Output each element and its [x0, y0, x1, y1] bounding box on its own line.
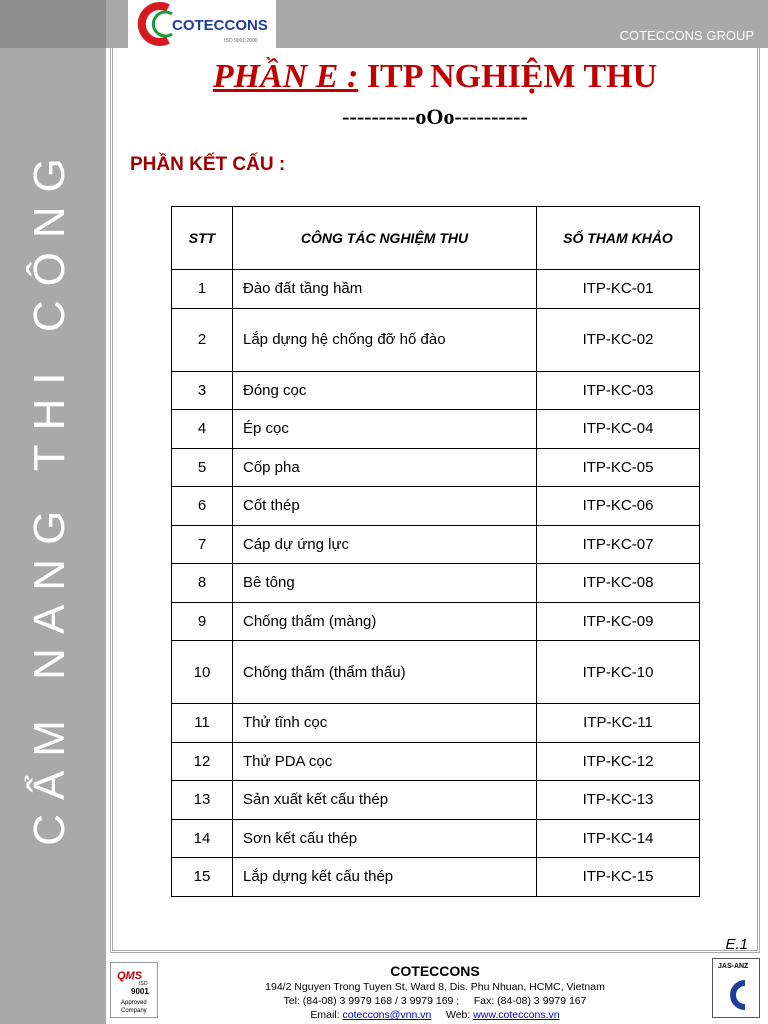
cell-ref: ITP-KC-11: [537, 704, 700, 743]
title-part: PHẦN E :: [212, 58, 359, 95]
company-logo: [128, 0, 276, 48]
header-task: CÔNG TÁC NGHIỆM THU: [233, 207, 537, 270]
table-row: [172, 564, 700, 603]
footer-company: COTECCONS: [390, 963, 480, 979]
logo-iso-text: ISO 9001:2000: [224, 38, 258, 44]
table-row: [172, 308, 700, 371]
cell-task: Thử tĩnh cọc: [233, 704, 537, 743]
cell-ref: ITP-KC-10: [537, 641, 700, 704]
title-main: ITP NGHIỆM THU: [366, 58, 658, 95]
cell-stt: 6: [172, 487, 233, 526]
email-label: Email:: [310, 1009, 340, 1021]
cell-ref: ITP-KC-02: [537, 308, 700, 371]
cell-task: Chống thấm (màng): [233, 602, 537, 641]
cell-task: Ép cọc: [233, 410, 537, 449]
table-row: [172, 602, 700, 641]
cell-ref: ITP-KC-13: [537, 781, 700, 820]
cell-ref: ITP-KC-14: [537, 819, 700, 858]
sidebar-top-block: [0, 0, 106, 48]
cell-ref: ITP-KC-03: [537, 371, 700, 410]
cell-ref: ITP-KC-07: [537, 525, 700, 564]
cell-task: Cốt thép: [233, 487, 537, 526]
table-body: [172, 270, 700, 897]
cell-stt: 7: [172, 525, 233, 564]
table-row: [172, 410, 700, 449]
svg-text:Approved: Approved: [121, 1000, 147, 1006]
side-title-text: CẨM NANG THI CÔNG: [25, 144, 74, 846]
cell-task: Lắp dựng hệ chống đỡ hố đào: [233, 308, 537, 371]
cell-task: Đào đất tầng hầm: [233, 270, 537, 309]
cell-ref: ITP-KC-09: [537, 602, 700, 641]
cell-stt: 5: [172, 448, 233, 487]
table-row: [172, 641, 700, 704]
cell-task: Bê tông: [233, 564, 537, 603]
cell-stt: 3: [172, 371, 233, 410]
cell-ref: ITP-KC-05: [537, 448, 700, 487]
cell-task: Lắp dựng kết cấu thép: [233, 858, 537, 897]
side-vertical-title: [20, 144, 80, 846]
jas-anz-badge: [712, 958, 760, 1018]
svg-text:9001: 9001: [131, 987, 149, 996]
svg-text:ISO: ISO: [139, 981, 148, 987]
svg-text:Company: Company: [121, 1008, 147, 1014]
cell-stt: 1: [172, 270, 233, 309]
email-link[interactable]: coteccons@vnn.vn: [342, 1009, 432, 1021]
cell-stt: 8: [172, 564, 233, 603]
cell-stt: 4: [172, 410, 233, 449]
table-row: [172, 448, 700, 487]
cell-task: Cốp pha: [233, 448, 537, 487]
footer-tel: Tel: (84-08) 3 9979 168 / 3 9979 169 ;: [283, 995, 460, 1007]
table-row: [172, 371, 700, 410]
cell-task: Sơn kết cấu thép: [233, 819, 537, 858]
table-row: [172, 525, 700, 564]
svg-text:QMS: QMS: [117, 970, 143, 982]
page-title: [110, 58, 760, 96]
cell-task: Thử PDA cọc: [233, 742, 537, 781]
table-row: [172, 781, 700, 820]
cell-stt: 11: [172, 704, 233, 743]
page-number: E.1: [725, 936, 748, 953]
logo-text: COTECCONS: [172, 17, 268, 34]
table-row: [172, 270, 700, 309]
table-header-row: [172, 207, 700, 270]
svg-text:JAS-ANZ: JAS-ANZ: [718, 963, 749, 970]
cell-task: Chống thấm (thẩm thấu): [233, 641, 537, 704]
cell-stt: 9: [172, 602, 233, 641]
cell-ref: ITP-KC-01: [537, 270, 700, 309]
table-row: [172, 819, 700, 858]
itp-table: [171, 206, 700, 897]
cell-stt: 13: [172, 781, 233, 820]
cell-stt: 14: [172, 819, 233, 858]
table-row: [172, 858, 700, 897]
cell-ref: ITP-KC-06: [537, 487, 700, 526]
cell-task: Đóng cọc: [233, 371, 537, 410]
title-ornament: ----------oOo----------: [342, 104, 528, 129]
table-row: [172, 487, 700, 526]
footer-contact: [110, 1008, 760, 1022]
header-stt: STT: [172, 207, 233, 270]
cell-ref: ITP-KC-15: [537, 858, 700, 897]
footer-fax: Fax: (84-08) 3 9979 167: [473, 995, 587, 1007]
section-heading: PHẦN KẾT CẤU :: [130, 154, 286, 175]
table-row: [172, 742, 700, 781]
cell-stt: 15: [172, 858, 233, 897]
cell-task: Cáp dự ứng lực: [233, 525, 537, 564]
header-ref: SỐ THAM KHẢO: [537, 207, 700, 270]
cell-stt: 12: [172, 742, 233, 781]
web-label: Web:: [445, 1009, 471, 1021]
cell-stt: 10: [172, 641, 233, 704]
group-label: COTECCONS GROUP: [619, 28, 754, 43]
cell-ref: ITP-KC-08: [537, 564, 700, 603]
footer: [110, 962, 760, 1022]
cell-ref: ITP-KC-04: [537, 410, 700, 449]
cell-task: Sản xuất kết cấu thép: [233, 781, 537, 820]
table-row: [172, 704, 700, 743]
footer-address: 194/2 Nguyen Trong Tuyen St, Ward 8, Dis. Phu Nhuan, HCMC, Vietnam: [265, 981, 605, 993]
footer-phone: [110, 994, 760, 1008]
web-link[interactable]: www.coteccons.vn: [473, 1009, 560, 1021]
cell-stt: 2: [172, 308, 233, 371]
cell-ref: ITP-KC-12: [537, 742, 700, 781]
